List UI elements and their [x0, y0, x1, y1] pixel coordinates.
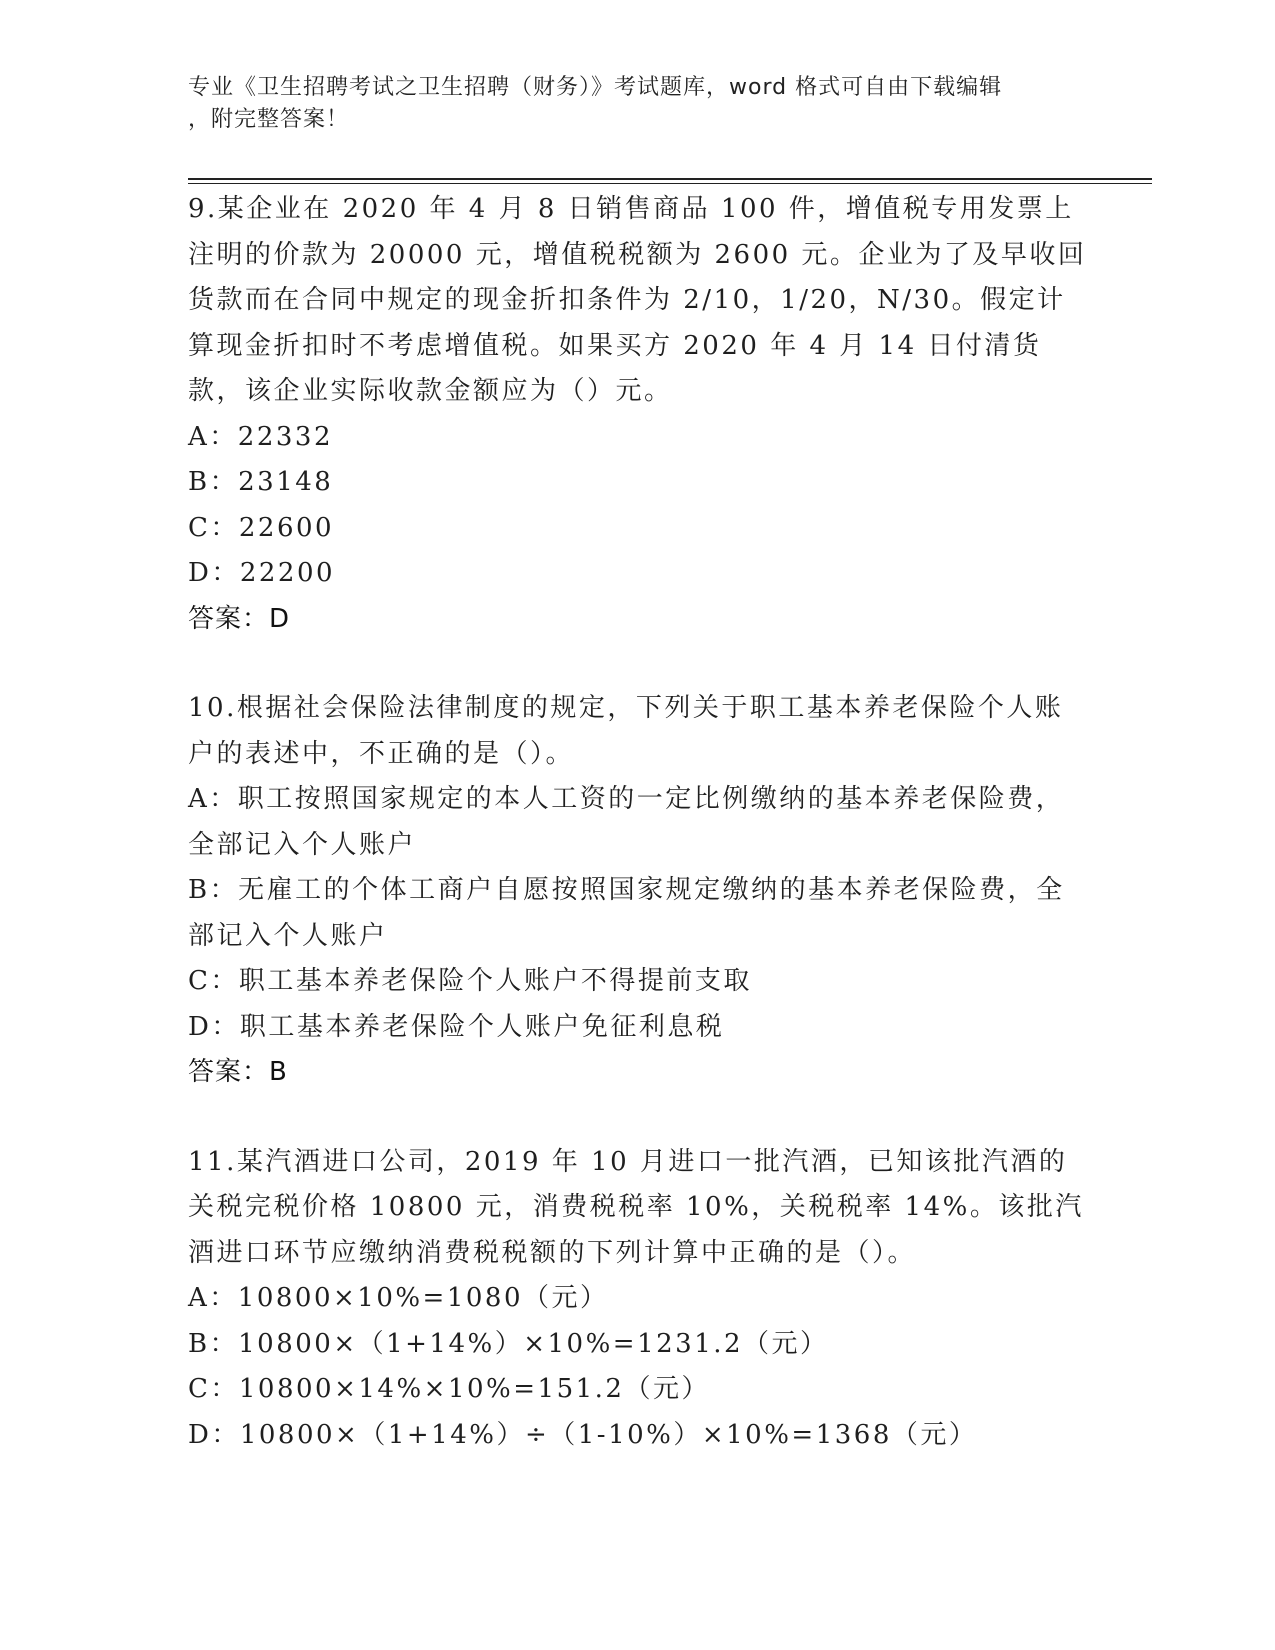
question-stem: 11.某汽酒进口公司，2019 年 10 月进口一批汽酒，已知该批汽酒的关税完税价格 10800 元，消费税税率 10%，关税税率 14%。该批汽酒进口环节应缴纳消费税税额的下列计算中正确的是（）。	[188, 1146, 1084, 1268]
option-a: A：10800×10%=1080（元）	[188, 1283, 609, 1313]
option-a: A：22332	[188, 421, 333, 452]
option-a: A：职工按照国家规定的本人工资的一定比例缴纳的基本养老保险费，全部记入个人账户	[188, 784, 1065, 860]
option-d: D：22200	[188, 558, 336, 588]
question-list	[188, 187, 1088, 1502]
answer-label: 答案：D	[188, 603, 291, 634]
question-10	[188, 686, 1088, 1096]
option-c: C：22600	[188, 512, 335, 543]
question-stem: 9.某企业在 2020 年 4 月 8 日销售商品 100 件，增值税专用发票上注明的价款为 20000 元，增值税税额为 2600 元。企业为了及早收回货款而在合同中规定的现金折扣条件为 2/10，1/20，N/30。假定计算现金折扣时不考虑增值税。如果买方 2020 年 4 月 14 日付清货款，该企业实际收款金额应为（）元。	[188, 194, 1087, 406]
document-header	[188, 72, 1068, 136]
header-line-1: 专业《卫生招聘考试之卫生招聘（财务）》考试题库，word 格式可自由下载编辑	[188, 75, 1003, 100]
option-b: B：10800×（1+14%）×10%=1231.2（元）	[188, 1328, 829, 1359]
question-stem: 10.根据社会保险法律制度的规定，下列关于职工基本养老保险个人账户的表述中，不正确的是（）。	[188, 693, 1064, 769]
header-divider-thick	[188, 178, 1152, 180]
option-b: B：23148	[188, 467, 334, 497]
option-d: D：职工基本养老保险个人账户免征利息税	[188, 1011, 725, 1042]
option-c: C：10800×14%×10%=151.2（元）	[188, 1374, 710, 1404]
question-11	[188, 1140, 1088, 1459]
answer-label: 答案：B	[188, 1057, 288, 1087]
option-d: D：10800×（1+14%）÷（1-10%）×10%=1368（元）	[188, 1419, 978, 1450]
option-b: B：无雇工的个体工商户自愿按照国家规定缴纳的基本养老保险费，全部记入个人账户	[188, 875, 1065, 951]
option-c: C：职工基本养老保险个人账户不得提前支取	[188, 966, 752, 996]
header-line-2: ，附完整答案！	[188, 107, 350, 132]
question-9	[188, 187, 1088, 642]
header-divider-thin	[188, 183, 1152, 184]
